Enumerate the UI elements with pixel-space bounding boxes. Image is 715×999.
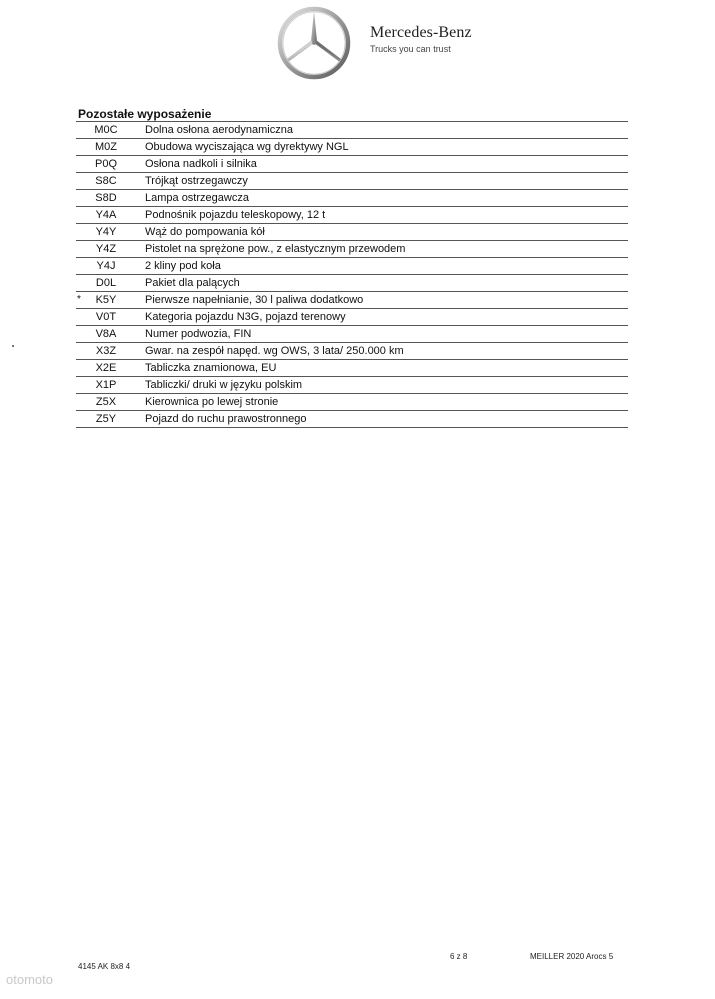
option-description: Pistolet na sprężone pow., z elastycznym przewodem — [145, 243, 406, 255]
table-row — [76, 173, 628, 190]
option-code: K5Y — [95, 294, 117, 306]
brand-tagline: Trucks you can trust — [370, 44, 451, 54]
option-code: Y4A — [95, 209, 117, 221]
option-description: Kierownica po lewej stronie — [145, 396, 279, 408]
option-description: Trójkąt ostrzegawczy — [145, 175, 248, 187]
option-code: S8C — [95, 175, 117, 187]
option-description: Pakiet dla palących — [145, 277, 240, 289]
table-row — [76, 122, 628, 139]
option-code: X1P — [95, 379, 117, 391]
option-description: Lampa ostrzegawcza — [145, 192, 249, 204]
option-description: Osłona nadkoli i silnika — [145, 158, 257, 170]
option-description: Dolna osłona aerodynamiczna — [145, 124, 293, 136]
table-row — [76, 377, 628, 394]
table-row — [76, 241, 628, 258]
table-row — [76, 326, 628, 343]
option-code: X2E — [95, 362, 117, 374]
table-row — [76, 139, 628, 156]
equipment-table — [76, 121, 628, 428]
watermark: otomoto — [6, 972, 53, 987]
footer-offer-name: MEILLER 2020 Arocs 5 — [530, 952, 614, 961]
option-description: Wąż do pompowania kół — [145, 226, 265, 238]
option-code: X3Z — [95, 345, 117, 357]
option-description: Podnośnik pojazdu teleskopowy, 12 t — [145, 209, 326, 221]
option-code: D0L — [95, 277, 117, 289]
option-code: Z5X — [95, 396, 117, 408]
option-description: Tabliczki/ druki w języku polskim — [145, 379, 303, 391]
table-row — [76, 309, 628, 326]
table-row — [76, 190, 628, 207]
table-row — [76, 275, 628, 292]
table-row — [76, 411, 628, 428]
mercedes-star-icon — [277, 6, 351, 80]
table-row — [76, 360, 628, 377]
option-description: Tabliczka znamionowa, EU — [145, 362, 277, 374]
table-row — [76, 343, 628, 360]
option-code: M0Z — [95, 141, 117, 153]
option-code: Y4Z — [95, 243, 117, 255]
option-code: M0C — [94, 124, 118, 136]
table-row — [76, 292, 628, 309]
row-mark: * — [77, 294, 81, 305]
brand-name: Mercedes-Benz — [370, 24, 472, 41]
option-description: 2 kliny pod koła — [145, 260, 221, 272]
table-row — [76, 258, 628, 275]
option-description: Pojazd do ruchu prawostronnego — [145, 413, 307, 425]
table-row — [76, 156, 628, 173]
option-code: P0Q — [94, 158, 117, 170]
option-code: V0T — [95, 311, 117, 323]
table-row — [76, 207, 628, 224]
margin-mark — [12, 345, 14, 347]
section-title: Pozostałe wyposażenie — [78, 107, 212, 121]
option-code: Y4J — [96, 260, 116, 272]
option-description: Obudowa wyciszająca wg dyrektywy NGL — [145, 141, 349, 153]
footer-model: 4145 AK 8x8 4 — [78, 962, 131, 971]
option-description: Numer podwozia, FIN — [145, 328, 252, 340]
option-code: V8A — [95, 328, 117, 340]
table-row — [76, 394, 628, 411]
option-description: Kategoria pojazdu N3G, pojazd terenowy — [145, 311, 346, 323]
option-code: Y4Y — [95, 226, 117, 238]
option-description: Gwar. na zespół napęd. wg OWS, 3 lata/ 250.000 km — [145, 345, 404, 357]
option-code: Z5Y — [95, 413, 117, 425]
option-code: S8D — [95, 192, 117, 204]
footer-page-number: 6 z 8 — [450, 952, 468, 961]
option-description: Pierwsze napełnianie, 30 l paliwa dodatkowo — [145, 294, 364, 306]
table-row — [76, 224, 628, 241]
